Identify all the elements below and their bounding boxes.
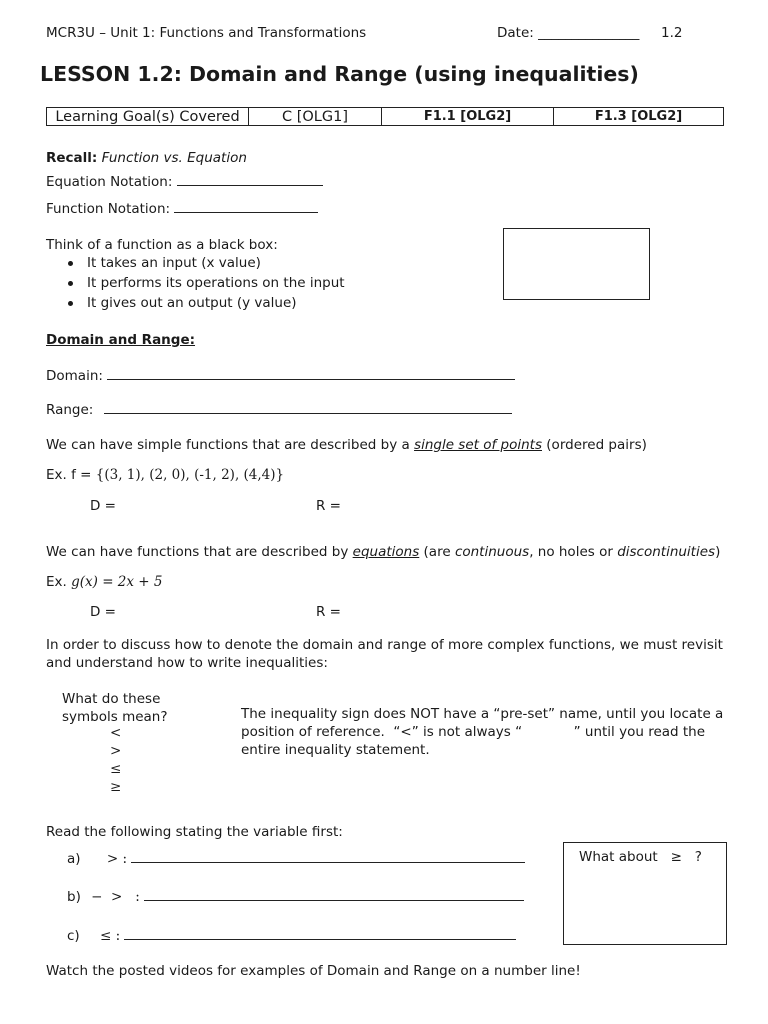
recall-text: Function vs. Equation bbox=[101, 150, 247, 166]
function-notation-label: Function Notation: bbox=[46, 201, 171, 217]
item-expression: ≤ : bbox=[100, 928, 121, 944]
inequalities-intro: and understand how to write inequalities: bbox=[46, 655, 328, 671]
learning-goals-table bbox=[46, 107, 724, 126]
black-box-drawing-area bbox=[503, 228, 650, 300]
what-about-text: What about ≥ ? bbox=[579, 849, 702, 865]
item-c bbox=[67, 928, 516, 944]
domain-label: Domain: bbox=[46, 368, 103, 384]
symbol-less-than: < bbox=[110, 725, 122, 741]
bullet-item: It takes an input (x value) bbox=[68, 255, 261, 271]
simple-functions-text: We can have simple functions that are described by a single set of points (ordered pairs) bbox=[46, 437, 647, 453]
range-line bbox=[46, 402, 512, 418]
range-label: Range: bbox=[46, 402, 94, 418]
read-variable-heading: Read the following stating the variable first: bbox=[46, 824, 343, 840]
function-notation-line bbox=[46, 201, 318, 217]
equation: g(x) = 2x + 5 bbox=[71, 574, 163, 590]
goals-cell: F1.3 [OLG2] bbox=[554, 108, 724, 126]
range-answer-label: R = bbox=[316, 498, 341, 514]
bullet-icon bbox=[68, 301, 73, 306]
inequality-note: entire inequality statement. bbox=[241, 742, 430, 758]
date-field: Date: _______________ bbox=[497, 25, 640, 41]
answer-blank bbox=[174, 211, 318, 213]
answer-blank bbox=[124, 938, 516, 940]
inequality-note: position of reference. “<” is not always “ ” until you read the bbox=[241, 724, 706, 740]
answer-blank bbox=[107, 378, 515, 380]
bullet-item: It gives out an output (y value) bbox=[68, 295, 297, 311]
domain-range-heading: Domain and Range: bbox=[46, 332, 196, 348]
what-about-box bbox=[563, 842, 727, 945]
range-answer-label: R = bbox=[316, 604, 341, 620]
page-title: LESSON 1.2: Domain and Range (using inequalities) bbox=[40, 62, 639, 86]
equation-functions-text: We can have functions that are described by equations (are continuous, no holes or discontinuities) bbox=[46, 544, 721, 560]
symbol-greater-than: > bbox=[110, 743, 122, 759]
emphasis: equations bbox=[352, 544, 420, 560]
answer-blank bbox=[144, 899, 524, 901]
bullet-icon bbox=[68, 281, 73, 286]
symbol-greater-equal: ≥ bbox=[110, 779, 122, 795]
goals-cell: F1.1 [OLG2] bbox=[382, 108, 554, 126]
answer-blank bbox=[131, 861, 525, 863]
recall-label: Recall: bbox=[46, 150, 98, 166]
goals-cell: C [OLG1] bbox=[249, 108, 382, 126]
item-label: c) bbox=[67, 928, 80, 944]
item-label: b) bbox=[67, 889, 81, 905]
simple-example: Ex. f = {(3, 1), (2, 0), (-1, 2), (4,4)} bbox=[46, 467, 285, 483]
symbols-question: What do these bbox=[62, 691, 161, 707]
inequality-note: The inequality sign does NOT have a “pre-set” name, until you locate a bbox=[241, 706, 724, 722]
lesson-number: 1.2 bbox=[661, 25, 683, 41]
equation-notation-line bbox=[46, 174, 323, 190]
answer-blank bbox=[104, 412, 512, 414]
course-header: MCR3U – Unit 1: Functions and Transformations bbox=[46, 25, 367, 41]
domain-answer-label: D = bbox=[90, 498, 116, 514]
footer-note: Watch the posted videos for examples of Domain and Range on a number line! bbox=[46, 963, 581, 979]
goals-cell: Learning Goal(s) Covered bbox=[47, 108, 249, 126]
item-expression: − > : bbox=[91, 889, 140, 905]
domain-line bbox=[46, 368, 515, 384]
item-expression: > : bbox=[106, 851, 127, 867]
answer-blank bbox=[177, 184, 323, 186]
domain-answer-label: D = bbox=[90, 604, 116, 620]
point-set: {(3, 1), (2, 0), (-1, 2), (4,4)} bbox=[95, 467, 285, 483]
emphasis: discontinuities bbox=[617, 544, 716, 560]
item-label: a) bbox=[67, 851, 81, 867]
bullet-icon bbox=[68, 261, 73, 266]
inequalities-intro: In order to discuss how to denote the domain and range of more complex functions, we must revisit bbox=[46, 637, 723, 653]
black-box-intro: Think of a function as a black box: bbox=[46, 237, 278, 253]
emphasis: single set of points bbox=[414, 437, 542, 453]
item-a bbox=[67, 851, 525, 867]
item-b bbox=[67, 889, 524, 905]
equation-notation-label: Equation Notation: bbox=[46, 174, 173, 190]
symbols-question: symbols mean? bbox=[62, 709, 168, 725]
bullet-item: It performs its operations on the input bbox=[68, 275, 345, 291]
equation-example: Ex. g(x) = 2x + 5 bbox=[46, 574, 163, 590]
symbol-less-equal: ≤ bbox=[110, 761, 122, 777]
recall-line bbox=[46, 150, 247, 166]
emphasis: continuous bbox=[454, 544, 530, 560]
